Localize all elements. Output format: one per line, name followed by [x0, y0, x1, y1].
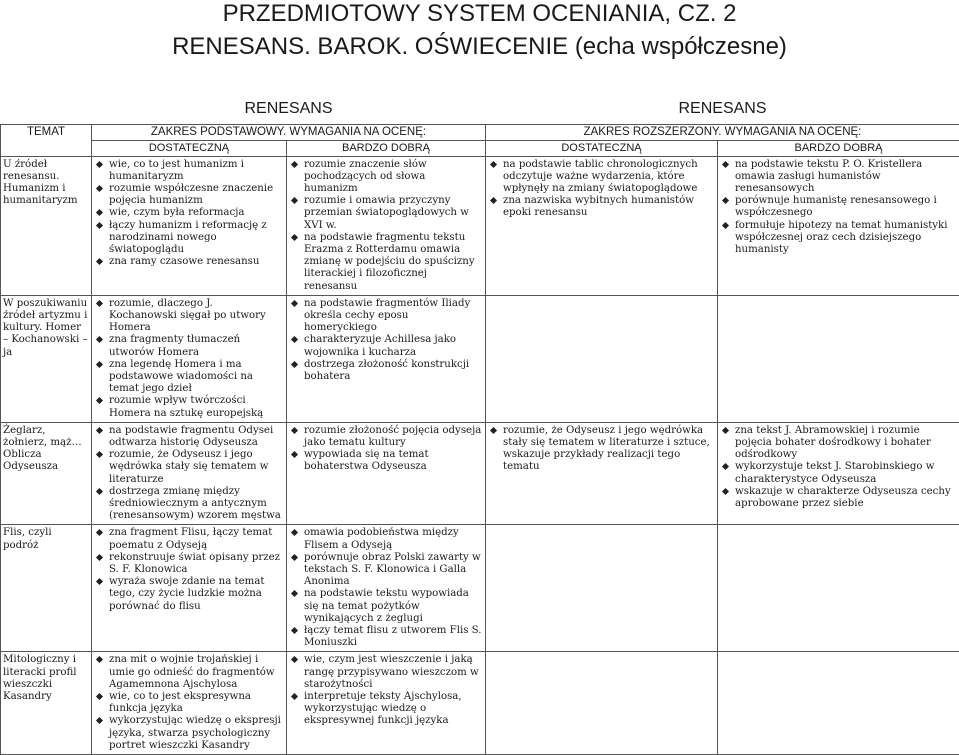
- list-item: rozumie znaczenie słów pochodzących od słowa humanizm: [290, 159, 482, 196]
- table-row: [1, 652, 959, 755]
- topic-cell: Żeglarz, żołnierz, mąż… Oblicza Odyseusza: [1, 422, 92, 525]
- requirement-cell: [486, 525, 718, 652]
- list-item: na podstawie tablic chronologicznych odczytuje ważne wydarzenia, które wpłynęły na zmiany światopoglądowe: [489, 159, 714, 196]
- requirement-list: [721, 425, 956, 510]
- requirement-cell: [718, 422, 959, 525]
- list-item: interpretuje teksty Ajschylosa, wykorzystując wiedzę o ekspresywnej funkcji języka: [290, 691, 482, 728]
- topic-column-header: TEMAT: [1, 124, 92, 156]
- page-title-line-2: RENESANS. BAROK. OŚWIECENIE (echa współczesne): [0, 33, 959, 61]
- list-item: formułuje hipotezy na temat humanistyki współczesnej oraz cech dzisiejszego humanisty: [721, 220, 956, 257]
- requirement-list: [290, 527, 482, 649]
- topic-cell: Flis, czyli podróż: [1, 525, 92, 652]
- extended-scope-header: ZAKRES ROZSZERZONY. WYMAGANIA NA OCENĘ:: [486, 124, 959, 140]
- list-item: zna tekst J. Abramowskiej i rozumie pojęcia bohater dośrodkowy i bohater odśrodkowy: [721, 425, 956, 462]
- list-item: charakteryzuje Achillesa jako wojownika i kucharza: [290, 334, 482, 358]
- requirement-cell: [486, 295, 718, 422]
- requirement-cell: [718, 156, 959, 295]
- requirement-cell: [718, 652, 959, 755]
- group-extended-header: RENESANS: [486, 96, 959, 124]
- requirement-list: [95, 298, 283, 420]
- empty-corner: [1, 96, 92, 124]
- level-header-basic-sufficient: DOSTATECZNĄ: [92, 140, 287, 156]
- list-item: wyraża swoje zdanie na temat tego, czy życie ludzkie można porównać do flisu: [95, 576, 283, 613]
- list-item: na podstawie fragmentów Iliady określa cechy eposu homeryckiego: [290, 298, 482, 335]
- list-item: wie, co to jest humanizm i humanitaryzm: [95, 159, 283, 183]
- list-item: łączy temat flisu z utworem Flis S. Moniuszki: [290, 625, 482, 649]
- list-item: zna fragmenty tłumaczeń utworów Homera: [95, 334, 283, 358]
- list-item: rozumie, dlaczego J. Kochanowski sięgał po utwory Homera: [95, 298, 283, 335]
- requirement-cell: [92, 422, 287, 525]
- requirement-cell: [718, 295, 959, 422]
- requirement-cell: [486, 652, 718, 755]
- requirement-cell: [287, 295, 486, 422]
- group-header-row: [1, 96, 959, 124]
- requirement-cell: [92, 156, 287, 295]
- requirement-cell: [718, 525, 959, 652]
- requirement-list: [290, 159, 482, 293]
- list-item: omawia podobieństwa między Flisem a Odyseją: [290, 527, 482, 551]
- list-item: na podstawie tekstu wypowiada się na temat pożytków wynikających z żeglugi: [290, 588, 482, 625]
- list-item: na podstawie fragmentu tekstu Erazma z Rotterdamu omawia zmianę w podejściu do spuścizny literackiej i filozoficznej renesansu: [290, 232, 482, 293]
- list-item: zna ramy czasowe renesansu: [95, 256, 283, 268]
- list-item: wykorzystując wiedzę o ekspresji języka, stwarza psychologiczny portret wieszczki Kasandry: [95, 715, 283, 752]
- level-header-extended-sufficient: DOSTATECZNĄ: [486, 140, 718, 156]
- list-item: wie, czym jest wieszczenie i jaką rangę przypisywano wieszczom w starożytności: [290, 654, 482, 691]
- list-item: zna nazwiska wybitnych humanistów epoki renesansu: [489, 195, 714, 219]
- list-item: wie, czym była reformacja: [95, 207, 283, 219]
- list-item: łączy humanizm i reformację z narodzinami nowego światopoglądu: [95, 220, 283, 257]
- list-item: rozumie współczesne znaczenie pojęcia humanizm: [95, 183, 283, 207]
- list-item: zna mit o wojnie trojańskiej i umie go odnieść do fragmentów Agamemnona Ajschylosa: [95, 654, 283, 691]
- requirement-cell: [486, 156, 718, 295]
- requirement-cell: [92, 525, 287, 652]
- requirement-list: [95, 425, 283, 523]
- list-item: porównuje humanistę renesansowego i współczesnego: [721, 195, 956, 219]
- list-item: rekonstruuje świat opisany przez S. F. Klonowica: [95, 552, 283, 576]
- group-basic-header: RENESANS: [92, 96, 486, 124]
- scope-header-row: [1, 124, 959, 140]
- requirement-cell: [287, 525, 486, 652]
- table-row: [1, 525, 959, 652]
- requirement-cell: [486, 422, 718, 525]
- level-header-row: [1, 140, 959, 156]
- requirement-cell: [287, 156, 486, 295]
- list-item: rozumie wpływ twórczości Homera na sztukę europejską: [95, 395, 283, 419]
- topic-cell: U źródeł renesansu. Humanizm i humanitaryzm: [1, 156, 92, 295]
- requirement-list: [290, 425, 482, 474]
- table-row: [1, 156, 959, 295]
- requirement-cell: [92, 295, 287, 422]
- list-item: dostrzega zmianę między średniowiecznym a antycznym (renesansowym) wzorem męstwa: [95, 486, 283, 523]
- requirement-cell: [287, 652, 486, 755]
- topic-cell: W poszukiwaniu źródeł artyzmu i kultury. Homer – Kochanowski – ja: [1, 295, 92, 422]
- requirement-list: [489, 425, 714, 474]
- list-item: na podstawie fragmentu Odysei odtwarza historię Odyseusza: [95, 425, 283, 449]
- list-item: wie, co to jest ekspresywna funkcja języka: [95, 691, 283, 715]
- list-item: rozumie, że Odyseusz i jego wędrówka stały się tematem w literaturze i sztuce, wskazuje przykłady realizacji tego tematu: [489, 425, 714, 474]
- list-item: rozumie i omawia przyczyny przemian światopoglądowych w XVI w.: [290, 195, 482, 232]
- page-title-line-1: PRZEDMIOTOWY SYSTEM OCENIANIA, CZ. 2: [0, 0, 959, 28]
- list-item: rozumie złożoność pojęcia odyseja jako tematu kultury: [290, 425, 482, 449]
- requirement-list: [290, 298, 482, 383]
- list-item: zna fragment Flisu, łączy temat poematu z Odyseją: [95, 527, 283, 551]
- requirement-list: [95, 654, 283, 752]
- requirement-cell: [287, 422, 486, 525]
- list-item: porównuje obraz Polski zawarty w tekstach S. F. Klonowica i Galla Anonima: [290, 552, 482, 589]
- table-row: [1, 422, 959, 525]
- list-item: wskazuje w charakterze Odyseusza cechy aprobowane przez siebie: [721, 486, 956, 510]
- requirement-list: [290, 654, 482, 727]
- level-header-extended-very-good: BARDZO DOBRĄ: [718, 140, 959, 156]
- level-header-basic-very-good: BARDZO DOBRĄ: [287, 140, 486, 156]
- requirement-cell: [92, 652, 287, 755]
- list-item: zna legendę Homera i ma podstawowe wiadomości na temat jego dzieł: [95, 359, 283, 396]
- requirement-list: [95, 159, 283, 269]
- list-item: na podstawie tekstu P. O. Kristellera omawia zasługi humanistów renesansowych: [721, 159, 956, 196]
- requirement-list: [95, 527, 283, 612]
- list-item: rozumie, że Odyseusz i jego wędrówka stały się tematem w literaturze: [95, 449, 283, 486]
- requirement-list: [721, 159, 956, 257]
- requirement-list: [489, 159, 714, 220]
- list-item: wypowiada się na temat bohaterstwa Odyseusza: [290, 449, 482, 473]
- topic-cell: Mitologiczny i literacki profil wieszczki Kasandry: [1, 652, 92, 755]
- table-row: [1, 295, 959, 422]
- requirements-table: [0, 96, 959, 755]
- basic-scope-header: ZAKRES PODSTAWOWY. WYMAGANIA NA OCENĘ:: [92, 124, 486, 140]
- list-item: wykorzystuje tekst J. Starobinskiego w charakterystyce Odyseusza: [721, 461, 956, 485]
- list-item: dostrzega złożoność konstrukcji bohatera: [290, 359, 482, 383]
